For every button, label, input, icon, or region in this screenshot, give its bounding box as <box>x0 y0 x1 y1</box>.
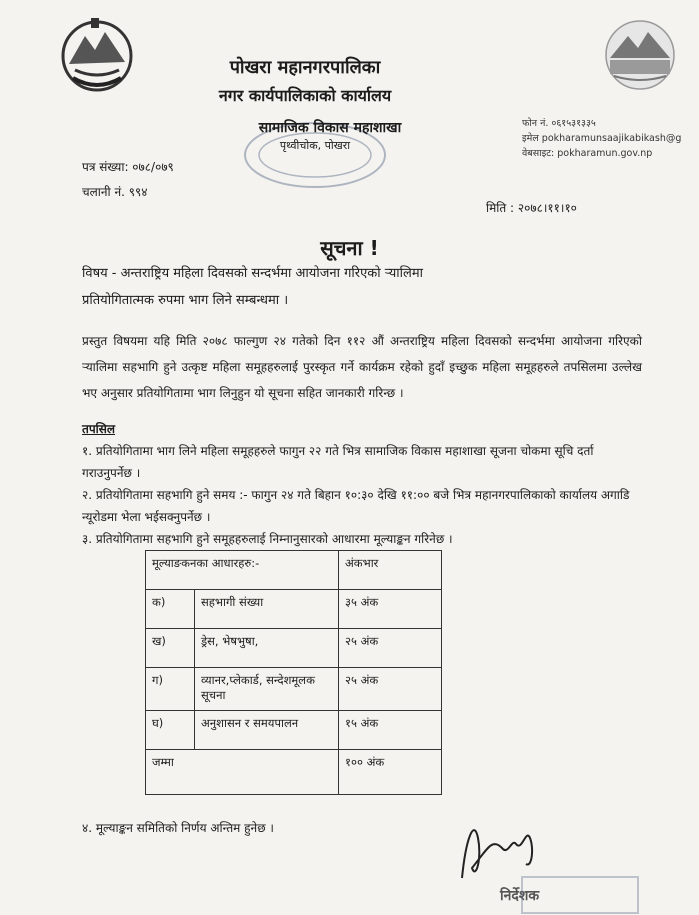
table-header-marks: अंकभार <box>339 551 442 590</box>
contact-website: वेबसाइट: pokharamun.gov.np <box>522 148 653 159</box>
table-row <box>146 590 442 629</box>
signature-stamp-icon <box>520 875 640 915</box>
contact-email: इमेल pokharamunsaajikabikash@g <box>522 133 682 144</box>
row-marks: १५ अंक <box>339 711 442 750</box>
table-row <box>146 668 442 711</box>
subject-line-1: विषय - अन्तराष्ट्रिय महिला दिवसको सन्दर्भमा आयोजना गरिएको ऱ्यालिमा <box>82 266 423 281</box>
row-marks: २५ अंक <box>339 668 442 711</box>
table-row <box>146 629 442 668</box>
row-index: ख) <box>146 629 195 668</box>
row-index: क) <box>146 590 195 629</box>
list-item: ४. मूल्याङ्कन समितिको निर्णय अन्तिम हुनेछ । <box>82 821 274 835</box>
contact-phone: फोन नं. ०६१५३१३३५ <box>522 118 596 129</box>
government-emblem-icon <box>55 14 139 94</box>
list-item: ३. प्रतियोगितामा सहभागि हुने समूहहरुलाई निम्नानुसारको आधारमा मूल्याङ्कन गरिनेछ । <box>82 532 453 546</box>
header-office-name: नगर कार्यपालिकाको कार्यालय <box>218 86 392 105</box>
notice-title: सूचना ! <box>320 236 379 260</box>
header-municipality-name: पोखरा महानगरपालिका <box>229 57 381 78</box>
table-header-criteria: मूल्याङकनका आधारहरु:- <box>146 551 339 590</box>
table-row <box>146 711 442 750</box>
header-address: पृथ्वीचोक, पोखरा <box>279 139 351 152</box>
details-heading: तपसिल <box>82 422 116 436</box>
notice-body: प्रस्तुत विषयमा यहि मिति २०७८ फाल्गुण २४ गतेको दिन ११२ औं अन्तराष्ट्रिय महिला दिवसको सन्दर्भमा आयोजना गरिएको ऱ्यालिमा सहभागि हुने उत्कृष्ट महिला समूहहरुलाई पुरस्कृत गर्ने कार्यक्रम रहेको हुदाँ इच्छुक महिला समूहहरुले तपसिलमा उल्लेख भए अनुसार प्रतियोगितामा भाग लिनुहुन यो सूचना सहित जानकारी गरिन्छ । <box>82 334 642 400</box>
row-marks: २५ अंक <box>339 629 442 668</box>
table-total-row <box>146 750 442 795</box>
total-marks: १०० अंक <box>339 750 442 795</box>
row-marks: ३५ अंक <box>339 590 442 629</box>
list-item: १. प्रतियोगितामा भाग लिने महिला समूहहरुले फागुन २२ गते भित्र सामाजिक विकास महाशाखा सूजना चोकमा सूचि दर्ता गराउनुपर्नेछ । <box>82 444 594 480</box>
letter-date: मिति : २०७८।११।१० <box>486 201 577 215</box>
header-division-name: सामाजिक विकास महाशाखा <box>258 120 402 136</box>
letter-number: पत्र संख्या: ०७८/०७९ <box>82 160 174 174</box>
subject-line-2: प्रतियोगितात्मक रुपमा भाग लिने सम्बन्धमा । <box>82 293 289 308</box>
notice-subject <box>82 260 602 314</box>
row-criterion: सहभागी संख्या <box>195 590 339 629</box>
dispatch-number: चलानी नं. ९९४ <box>82 185 148 199</box>
row-criterion: अनुशासन र समयपालन <box>195 711 339 750</box>
director-title: निर्देशक <box>500 888 540 904</box>
details-list <box>82 440 642 550</box>
total-label: जम्मा <box>146 750 339 795</box>
evaluation-table <box>145 550 442 795</box>
row-criterion: व्यानर,प्लेकार्ड, सन्देशमूलक सूचना <box>195 668 339 711</box>
pokhara-municipality-logo-icon <box>600 18 680 92</box>
row-index: ग) <box>146 668 195 711</box>
row-index: घ) <box>146 711 195 750</box>
row-criterion: ड्रेस, भेषभुषा, <box>195 629 339 668</box>
table-header-row <box>146 551 442 590</box>
list-item: २. प्रतियोगितामा सहभागि हुने समय :- फागुन २४ गते बिहान १०:३० देखि ११:०० बजे भित्र महानगरपालिकाको कार्यालय अगाडि न्यूरोडमा भेला भईसक्नुपर्नेछ । <box>82 488 630 524</box>
